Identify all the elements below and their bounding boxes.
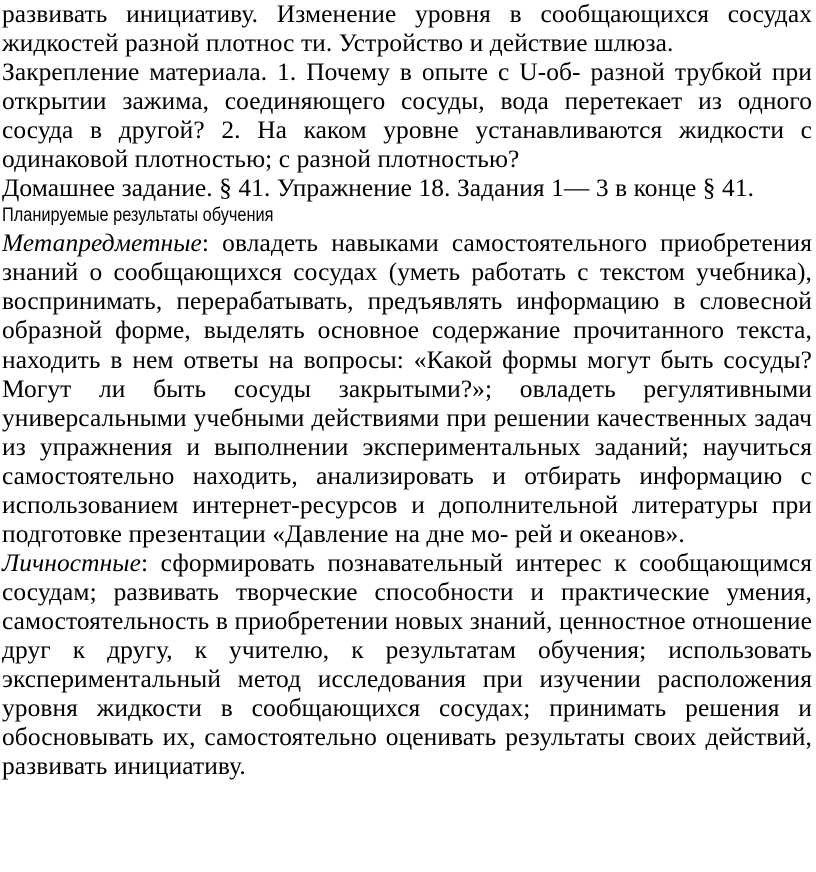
intro-paragraph: развивать инициативу. Изменение уровня в сообщающихся сосудах жидкостей разной плотнос ти. Устройство и действие шлюза.: [2, 0, 812, 58]
metasubject-term: Метапредметные: [2, 229, 202, 258]
metasubject-paragraph: [2, 229, 812, 549]
homework-paragraph: Домашнее задание. § 41. Упражнение 18. Задания 1— 3 в конце § 41.: [2, 174, 755, 203]
personal-term: Личностные: [2, 548, 141, 577]
metasubject-text: : овладеть навыками самостоятельного приобретения знаний о сообщающихся сосудах (уметь работать с текстом учебника), воспринимать, перерабатывать, предъявлять информацию в словесной образной форме, выделять основное содержание прочитанного текста, находить в нем ответы на вопросы: «Какой формы могут быть сосуды? Могут ли быть сосуды закрытыми?»; овладеть регулятивными универсальными учебными действиями при решении качественных задач из упражнения и выполнении экспериментальных заданий; научиться самостоятельно находить, анализировать и отбирать информацию с использованием интернет-ресурсов и дополнительной литературы при подготовке презентации «Давление на дне мо- рей и океанов».: [2, 229, 812, 548]
personal-text: : сформировать познавательный интерес к сообщающимся сосудам; развивать творческие способности и практические умения, самостоятельность в приобретении новых знаний, ценностное отношение друг к другу, к учителю, к результатам обучения; использовать экспериментальный метод исследования при изучении расположения уровня жидкости в сообщающихся сосудах; принимать решения и обосновывать их, самостоятельно оценивать результаты своих действий, развивать инициативу.: [2, 548, 812, 781]
results-heading: Планируемые результаты обучения: [2, 205, 274, 227]
consolidation-paragraph: Закрепление материала. 1. Почему в опыте с U-об- разной трубкой при открытии зажима, соединяющего сосуды, вода перетекает из одного сосуда в другой? 2. На каком уровне устанавливаются жидкости с одинаковой плотностью; с разной плотностью?: [2, 58, 812, 174]
personal-paragraph: [2, 549, 812, 781]
